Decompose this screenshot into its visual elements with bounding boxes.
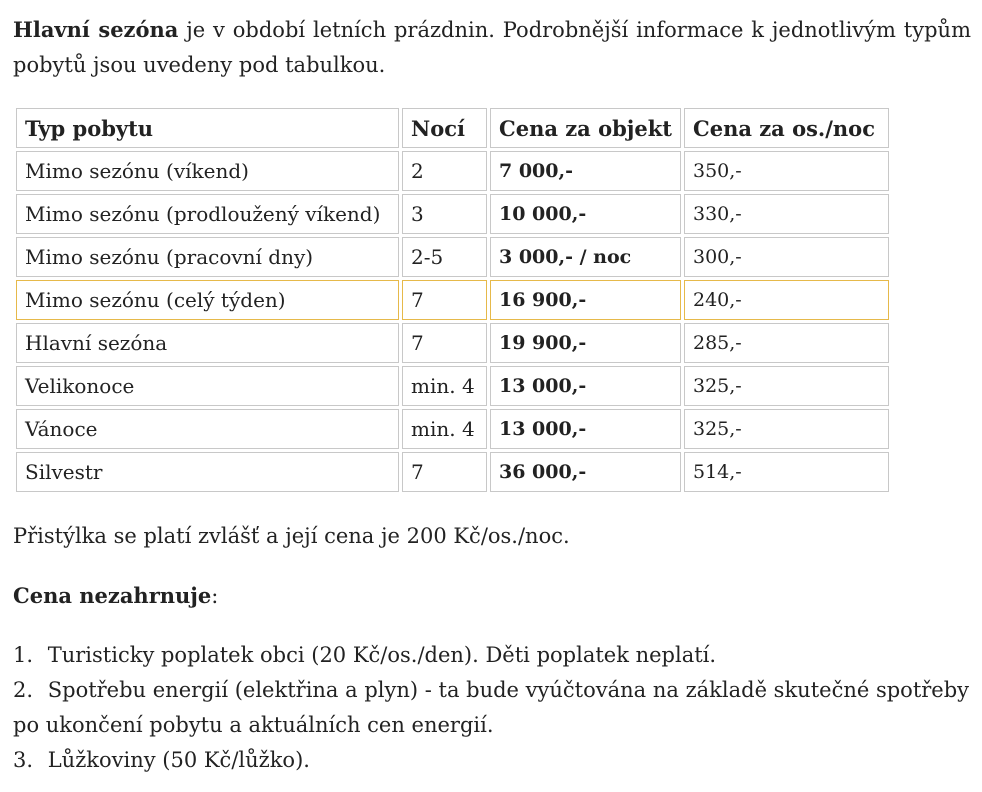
- cell-per-person: 350,-: [684, 151, 889, 191]
- cell-per-person: 514,-: [684, 452, 889, 492]
- cell-per-person: 325,-: [684, 409, 889, 449]
- list-item: [13, 743, 971, 778]
- list-item-text: Turisticky poplatek obci (20 Kč/os./den). Děti poplatek neplatí.: [47, 643, 717, 667]
- table-row-highlighted: [16, 280, 889, 320]
- extra-bed-note: Přistýlka se platí zvlášť a její cena je 200 Kč/os./noc.: [13, 524, 570, 548]
- cell-type: Hlavní sezóna: [16, 323, 399, 363]
- header-nights: Nocí: [402, 108, 487, 148]
- header-price: Cena za objekt: [490, 108, 681, 148]
- cell-nights: min. 4: [402, 366, 487, 406]
- cell-nights: 7: [402, 280, 487, 320]
- cell-price: 19 900,-: [490, 323, 681, 363]
- table-row: [16, 366, 889, 406]
- cell-per-person: 300,-: [684, 237, 889, 277]
- list-item-number: 1.: [13, 643, 34, 667]
- table-row: [16, 194, 889, 234]
- cell-per-person: 325,-: [684, 366, 889, 406]
- cell-type: Mimo sezónu (prodloužený víkend): [16, 194, 399, 234]
- cell-type: Mimo sezónu (víkend): [16, 151, 399, 191]
- list-item: [13, 638, 971, 673]
- table-row: [16, 409, 889, 449]
- cell-price: 13 000,-: [490, 409, 681, 449]
- cell-nights: 2-5: [402, 237, 487, 277]
- cell-price: 7 000,-: [490, 151, 681, 191]
- intro-text: je v období letních prázdnin. Podrobnější informace k jednotlivým typům pobytů jsou uvedeny pod tabulkou.: [13, 18, 971, 77]
- cell-nights: 2: [402, 151, 487, 191]
- list-item-number: 2.: [13, 678, 34, 702]
- cell-nights: 3: [402, 194, 487, 234]
- price-table: [13, 105, 892, 495]
- cell-nights: 7: [402, 323, 487, 363]
- header-type: Typ pobytu: [16, 108, 399, 148]
- cell-per-person: 240,-: [684, 280, 889, 320]
- cell-type: Mimo sezónu (celý týden): [16, 280, 399, 320]
- table-row: [16, 452, 889, 492]
- exclusions-heading-bold: Cena nezahrnuje: [13, 583, 212, 608]
- cell-type: Vánoce: [16, 409, 399, 449]
- cell-price: 16 900,-: [490, 280, 681, 320]
- cell-type: Silvestr: [16, 452, 399, 492]
- intro-bold: Hlavní sezóna: [13, 17, 179, 42]
- list-item-text: Lůžkoviny (50 Kč/lůžko).: [47, 748, 310, 772]
- cell-price: 3 000,- / noc: [490, 237, 681, 277]
- cell-nights: min. 4: [402, 409, 487, 449]
- cell-per-person: 330,-: [684, 194, 889, 234]
- cell-price: 10 000,-: [490, 194, 681, 234]
- table-header-row: [16, 108, 889, 148]
- cell-per-person: 285,-: [684, 323, 889, 363]
- header-per-person: Cena za os./noc: [684, 108, 889, 148]
- exclusions-list: [13, 638, 971, 778]
- cell-nights: 7: [402, 452, 487, 492]
- table-row: [16, 323, 889, 363]
- cell-type: Velikonoce: [16, 366, 399, 406]
- cell-price: 36 000,-: [490, 452, 681, 492]
- cell-price: 13 000,-: [490, 366, 681, 406]
- list-item: [13, 673, 971, 743]
- intro-paragraph: [13, 12, 971, 83]
- list-item-text: Spotřebu energií (elektřina a plyn) - ta bude vyúčtována na základě skutečné spotřeby po ukončení pobytu a aktuálních cen energií.: [13, 678, 970, 737]
- table-row: [16, 237, 889, 277]
- exclusions-heading-colon: :: [211, 584, 219, 608]
- list-item-number: 3.: [13, 748, 34, 772]
- cell-type: Mimo sezónu (pracovní dny): [16, 237, 399, 277]
- table-row: [16, 151, 889, 191]
- exclusions-heading: [13, 580, 218, 612]
